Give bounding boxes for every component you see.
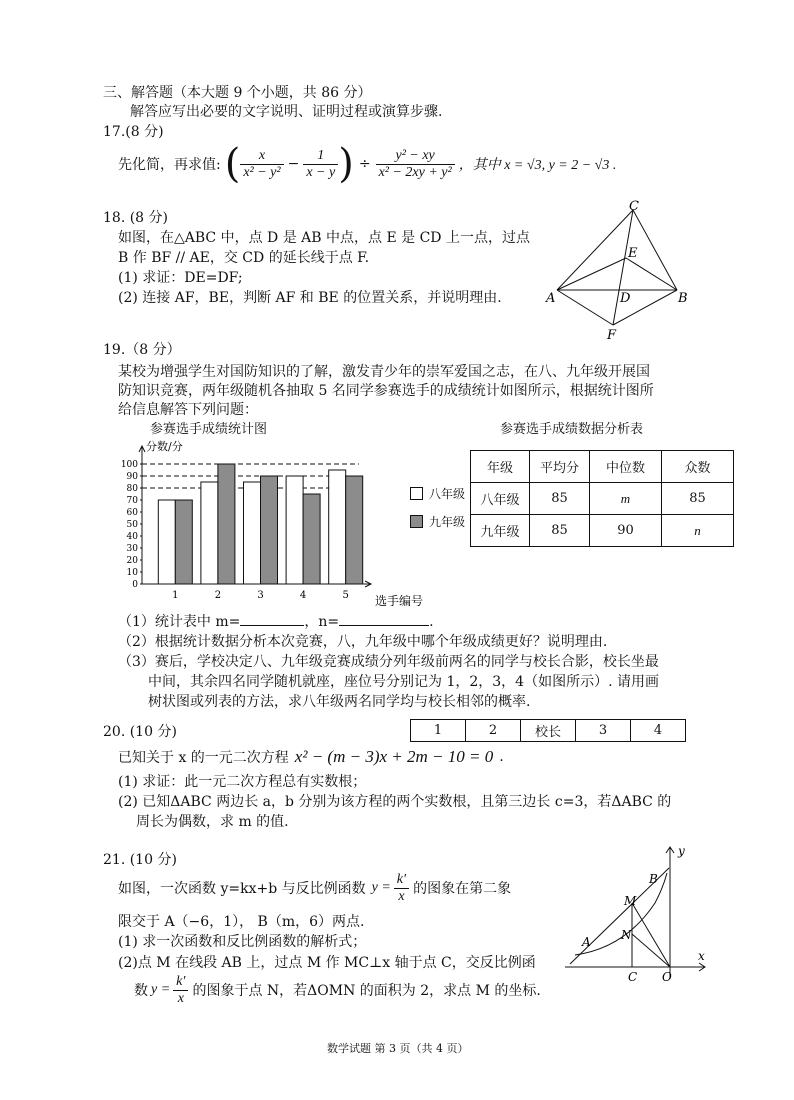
x-tick-label: 2 bbox=[214, 590, 222, 601]
label-B: B bbox=[678, 291, 688, 306]
label-D: D bbox=[620, 291, 631, 306]
y-tick-label: 30 bbox=[126, 544, 138, 554]
y-tick-label: 60 bbox=[126, 508, 138, 518]
q20-part-2: (2) 已知ΔABC 两边长 a，b 分别为该方程的两个实数根，且第三边长 c=3，若ΔABC 的 bbox=[118, 794, 672, 810]
q19-sub-1 bbox=[118, 612, 434, 632]
y-tick-label: 0 bbox=[132, 580, 138, 590]
q18-line-2: B 作 BF // AE，交 CD 的延长线于点 F. bbox=[118, 250, 370, 266]
x-tick-label: 5 bbox=[342, 590, 349, 601]
bar-grade9 bbox=[175, 500, 192, 584]
y-tick-label: 20 bbox=[126, 556, 138, 566]
legend-label-grade9: 九年级 bbox=[429, 515, 466, 529]
q21-fraction-1: $\frac{k'}{x}$ bbox=[394, 872, 409, 905]
section-title: 三、解答题（本大题 9 个小题，共 86 分） bbox=[103, 85, 372, 101]
table-cell: 八年级 bbox=[471, 483, 530, 515]
page-footer: 数学试题 第 3 页（共 4 页） bbox=[327, 1042, 469, 1055]
q20-line-1 bbox=[118, 746, 504, 768]
q20-line-1-text: 已知关于 x 的一元二次方程 bbox=[118, 750, 289, 766]
table-cell: 九年级 bbox=[471, 515, 530, 547]
legend-swatch-grade9 bbox=[410, 515, 423, 528]
table-cell: 85 bbox=[530, 483, 590, 515]
table-row bbox=[471, 515, 734, 547]
label-E: E bbox=[628, 246, 638, 261]
bar-grade8 bbox=[244, 482, 261, 584]
table-header: 众数 bbox=[662, 451, 734, 483]
q21-line-5-tail: 的图象于点 N，若ΔOMN 的面积为 2，求点 M 的坐标. bbox=[192, 983, 541, 999]
q17-lead: 先化简，再求值: bbox=[118, 157, 221, 173]
q20-part-2b: 周长为偶数，求 m 的值. bbox=[136, 814, 289, 830]
answer-blank-m[interactable] bbox=[240, 625, 304, 626]
q21-coordinate-figure bbox=[555, 843, 715, 983]
answer-blank-n[interactable] bbox=[339, 625, 429, 626]
label-A2: A bbox=[582, 935, 591, 949]
seat-cell: 1 bbox=[411, 720, 466, 742]
label-C: C bbox=[629, 199, 639, 214]
q19-line-3: 给信息解答下列问题： bbox=[118, 402, 258, 418]
q20-part-1: (1) 求证：此一元二次方程总有实数根； bbox=[118, 774, 367, 790]
bar-grade8 bbox=[329, 470, 346, 584]
label-A: A bbox=[546, 291, 556, 306]
q19-line-1: 某校为增强学生对国防知识的了解，激发青少年的崇军爱国之志，在八、九年级开展国 bbox=[118, 364, 650, 380]
q19-sub-3c: 树状图或列表的方法，求八年级两名同学均与校长相邻的概率. bbox=[148, 694, 531, 710]
y-tick-label: 70 bbox=[126, 496, 138, 506]
q21-line-5-text: 数 bbox=[134, 983, 148, 999]
q20-line-1-end: . bbox=[499, 749, 504, 765]
label-O: O bbox=[662, 970, 672, 983]
seat-table bbox=[410, 719, 686, 742]
y-tick-label: 100 bbox=[120, 460, 138, 470]
bar-grade9 bbox=[218, 464, 235, 584]
q20-equation: x² − (m − 3)x + 2m − 10 = 0 bbox=[294, 747, 494, 766]
table-cell: 85 bbox=[530, 515, 590, 547]
q18-part-2: (2) 连接 AF，BE，判断 AF 和 BE 的位置关系，并说明理由. bbox=[118, 290, 502, 306]
label-N: N bbox=[621, 928, 632, 942]
q21-header: 21. (10 分) bbox=[103, 852, 177, 868]
q17-condition: ，其中 x = √3, y = 2 − √3 . bbox=[458, 158, 617, 173]
seat-cell: 4 bbox=[631, 720, 686, 742]
x-tick-label: 1 bbox=[172, 590, 179, 601]
bar-grade9 bbox=[303, 494, 320, 584]
q19-sub-1-end: . bbox=[429, 614, 434, 630]
y-tick-label: 40 bbox=[126, 532, 138, 542]
y-tick-label: 90 bbox=[126, 472, 138, 482]
table-row bbox=[471, 483, 734, 515]
table-header-row bbox=[471, 451, 734, 483]
analysis-table bbox=[470, 450, 734, 547]
q21-line-2: 限交于 A（−6，1）， B（m，6）两点. bbox=[118, 914, 365, 930]
label-y: y bbox=[678, 844, 685, 858]
q19-sub-1-text-n: ，n= bbox=[304, 614, 340, 630]
q19-sub-1-text: （1）统计表中 m= bbox=[118, 614, 241, 630]
label-F: F bbox=[607, 328, 617, 343]
q20-header: 20. (10 分) bbox=[103, 724, 177, 740]
q17-fraction-1: $\frac{x}{\text{x² − y²}}$ bbox=[240, 148, 283, 181]
q21-line-1-tail: 的图象在第二象 bbox=[413, 881, 512, 897]
bar-grade9 bbox=[261, 476, 278, 584]
bar-grade9 bbox=[346, 476, 363, 584]
legend-item-grade8 bbox=[410, 485, 465, 502]
table-header: 中位数 bbox=[590, 451, 662, 483]
table-cell: m bbox=[590, 483, 662, 515]
q18-line-1: 如图，在△ABC 中，点 D 是 AB 中点，点 E 是 CD 上一点，过点 bbox=[118, 230, 530, 246]
seat-cell: 2 bbox=[466, 720, 521, 742]
bar-grade8 bbox=[286, 476, 303, 584]
q18-part-1: (1) 求证：DE=DF; bbox=[118, 270, 243, 286]
y-tick-label: 50 bbox=[126, 520, 138, 530]
section-note: 解答应写出必要的文字说明、证明过程或演算步骤. bbox=[130, 104, 443, 120]
q21-part-1: (1) 求一次函数和反比例函数的解析式； bbox=[118, 934, 367, 950]
x-tick-label: 4 bbox=[299, 590, 307, 601]
bar-grade8 bbox=[158, 500, 175, 584]
q17-header: 17.(8 分) bbox=[103, 124, 164, 140]
q19-header: 19.（8 分） bbox=[103, 342, 181, 358]
chart-ylabel: 分数/分 bbox=[146, 440, 183, 453]
y-tick-label: 80 bbox=[126, 484, 138, 494]
q17-expression: 先化简，再求值: ( $\frac{x}{\text{x² − y²}}$ − $\frac{1}{x - y}$ ) ÷ $\frac{\text{y² − xy}}{\text{x² − 2xy + y²}}$ ，其中 x = √3, y = 2 − √3 . bbox=[118, 141, 617, 187]
q21-part-2: (2)点 M 在线段 AB 上，过点 M 作 MC⊥x 轴于点 C，交反比例函 bbox=[118, 955, 536, 971]
table-header: 年级 bbox=[471, 451, 530, 483]
label-x: x bbox=[698, 949, 705, 963]
legend-swatch-grade8 bbox=[410, 487, 423, 500]
x-tick-label: 3 bbox=[257, 590, 264, 601]
legend-label-grade8: 八年级 bbox=[429, 487, 466, 501]
q19-line-2: 防知识竞赛，两年级随机各抽取 5 名同学参赛选手的成绩统计如图所示，根据统计图所 bbox=[118, 383, 654, 399]
table-cell: 85 bbox=[662, 483, 734, 515]
label-M: M bbox=[624, 894, 637, 908]
table-cell: 90 bbox=[590, 515, 662, 547]
chart-xlabel: 选手编号 bbox=[375, 594, 424, 608]
legend-item-grade9 bbox=[410, 513, 465, 530]
q21-line-5: 数 y = $\frac{k'}{x}$ 的图象于点 N，若ΔOMN 的面积为 2，求点 M 的坐标. bbox=[134, 973, 541, 1006]
table-cell: n bbox=[662, 515, 734, 547]
chart-title: 参赛选手成绩统计图 bbox=[150, 422, 268, 437]
q18-header: 18. (8 分) bbox=[103, 210, 168, 226]
q17-fraction-2: $\frac{1}{x - y}$ bbox=[303, 148, 338, 181]
label-B2: B bbox=[649, 872, 658, 886]
q21-line-1: 如图，一次函数 y=kx+b 与反比例函数 y = $\frac{k'}{x}$ 的图象在第二象 bbox=[118, 871, 512, 904]
q19-sub-3b: 中间，其余四名同学随机就座，座位号分别记为 1，2，3，4（如图所示）. 请用画 bbox=[148, 674, 659, 690]
q17-fraction-3: $\frac{\text{y² − xy}}{\text{x² − 2xy + y²}}$ bbox=[376, 148, 455, 181]
q21-line-1-text: 如图，一次函数 y=kx+b 与反比例函数 bbox=[118, 881, 366, 897]
seat-cell: 3 bbox=[576, 720, 631, 742]
seat-cell-principal: 校长 bbox=[521, 720, 576, 742]
label-C2: C bbox=[628, 970, 638, 983]
q19-sub-2: （2）根据统计数据分析本次竞赛，八，九年级中哪个年级成绩更好？说明理由. bbox=[118, 634, 608, 650]
table-header: 平均分 bbox=[530, 451, 590, 483]
q19-sub-3a: （3）赛后，学校决定八、九年级竞赛成绩分列年级前两名的同学与校长合影，校长坐最 bbox=[118, 654, 659, 670]
q18-triangle-figure bbox=[540, 198, 700, 348]
bar-grade8 bbox=[201, 482, 218, 584]
y-tick-label: 10 bbox=[126, 568, 138, 578]
q21-fraction-2: $\frac{k'}{x}$ bbox=[173, 974, 188, 1007]
table-title: 参赛选手成绩数据分析表 bbox=[500, 422, 644, 437]
